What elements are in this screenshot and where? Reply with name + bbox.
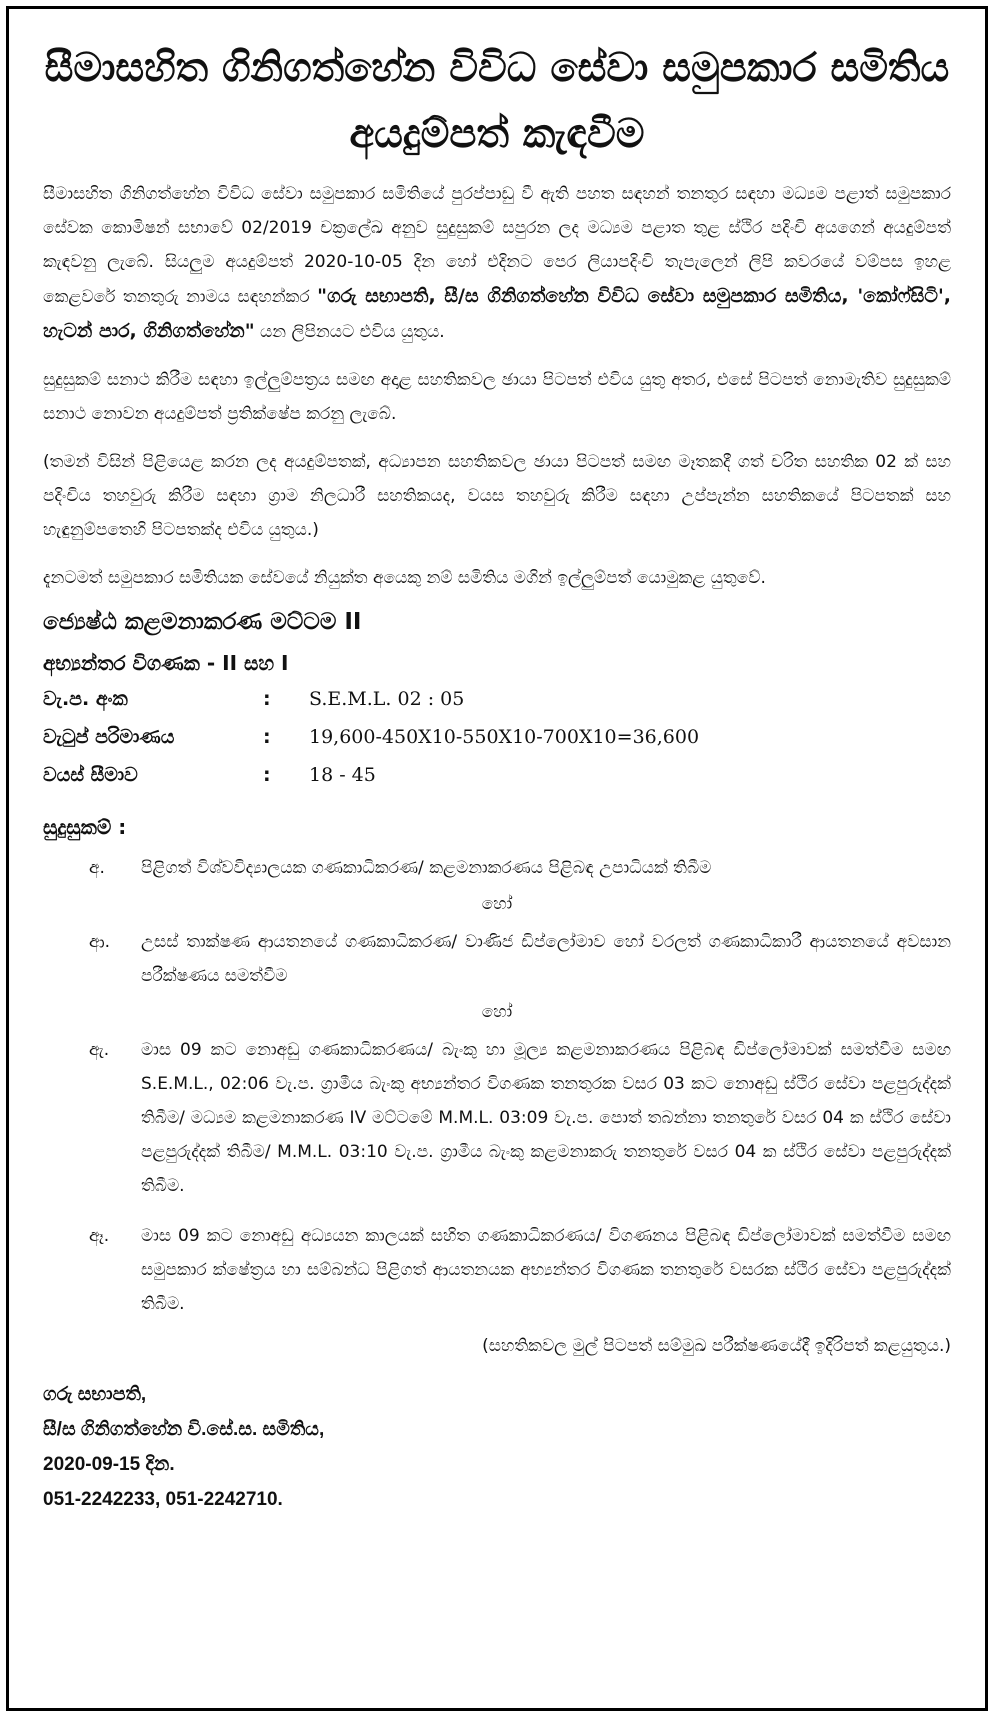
- signatory-society: සී/ස ගිනිගත්හේන වි.සේ.ස. සමිතිය,: [43, 1419, 325, 1440]
- qualifications-heading: සුදුසුකම් :: [43, 815, 127, 839]
- item-text: උසස් තාක්ෂණ ආයතනයේ ගණකාධිකරණ/ වාණිජ ඩිප්ලෝමාව හෝ වරලත් ගණකාධිකාරී ආයතනයේ අවසාන පරීක්ෂණය සමත්වීම: [141, 932, 951, 986]
- originals-note: (සහතිකවල මුල් පිටපත් සම්මුඛ පරීක්ෂණයේදී ඉදිරිපත් කළයුතුය.): [482, 1336, 951, 1356]
- employees-paragraph: දැනටමත් සමුපකාර සමිතියක සේවයේ නියුක්ත අයෙකු නම් සමිතිය මගින් ඉල්ලුම්පත් යොමුකළ යුතුවේ.: [43, 568, 766, 588]
- intro-paragraph: [43, 177, 951, 349]
- item-text: මාස 09 කට නොඅඩු අධ්‍යයන කාලයක් සහිත ගණකාධිකරණය/ විගණනය පිළිබඳ ඩිප්ලෝමාවක් සමත්වීම සමඟ සමුපකාර ක්ෂේත්‍රය හා සම්බන්ධ පිළිගත් ආයතනයක අභ්‍යන්තර විගණක තනතුරේ වසරක ස්ථිර සේවා පළපුරුද්දක් තිබීම.: [141, 1226, 951, 1314]
- field-label: වැ.ප. අංක: [43, 688, 128, 710]
- qualification-item: [43, 1219, 951, 1321]
- field-value: 18 - 45: [309, 764, 376, 786]
- field-salary-code: [43, 681, 951, 717]
- field-label: වැටුප් පරිමාණය: [43, 726, 175, 748]
- item-marker: අ.: [89, 858, 105, 878]
- advertisement-frame: [6, 6, 988, 1711]
- qualification-item: [43, 925, 951, 993]
- or-separator: හෝ: [481, 894, 513, 914]
- field-label: වයස් සීමාව: [43, 764, 138, 786]
- or-separator: හෝ: [481, 1002, 513, 1022]
- item-text: පිළිගත් විශ්වවිද්‍යාලයක ගණකාධිකරණ/ කළමනාකරණය පිළිබඳ උපාධියක් තිබීම: [141, 858, 712, 878]
- postal-address: "ගරු සභාපති, සී/ස ගිනිගත්හේන විවිධ සේවා සමුපකාර සමිතිය, 'කෝෆ්සිටි', හැටන් පාර, ගිනිගත්හේන": [43, 285, 951, 342]
- field-age-limit: [43, 757, 951, 793]
- intro-text: සීමාසහිත ගිනිගත්හේන විවිධ සේවා සමුපකාර සමිතියේ පුරප්පාඩු වී ඇති පහත සඳහන් තනතුර සඳහා මධ්‍යම පළාත් සමුපකාර සේවක කොමිෂන් සභාවේ 02/2019 චක්‍රලේඛ අනුව සුදුසුකම් සපුරන ලද මධ්‍යම පළාත තුළ ස්ථිර පදිංචි අයගෙන් අයදුම්පත් කැඳවනු ලැබේ. සියලුම අයදුම්පත් 2020-10-05 දින හෝ එදිනට පෙර ලියාපදිංචි තැපැලෙන් ලිපි කවරයේ වම්පස ඉහළ කෙළවරේ තනතුරු නාමය සඳහන්කර: [43, 184, 951, 307]
- contact-phones: 051-2242233, 051-2242710.: [43, 1489, 283, 1510]
- title-society: සීමාසහිත ගිනිගත්හේන විවිධ සේවා සමුපකාර සමිතිය: [44, 45, 950, 91]
- item-marker: ඈ.: [89, 1226, 110, 1246]
- item-marker: ආ.: [89, 932, 111, 952]
- post-level-heading: ජ්‍යෙෂ්ඨ කළමනාකරණ මට්ටම II: [43, 609, 362, 635]
- qualification-item: [43, 851, 951, 885]
- qualification-item: [43, 1033, 951, 1203]
- field-value: S.E.M.L. 02 : 05: [309, 688, 465, 710]
- signatory-title: ගරු සභාපති,: [43, 1384, 147, 1405]
- post-title-heading: අභ්‍යන්තර විගණක - II සහ I: [43, 651, 289, 675]
- certificates-paragraph: සුදුසුකම් සනාථ කිරීම සඳහා ඉල්ලුම්පත්‍රය සමඟ අදාළ සහතිකවල ඡායා පිටපත් එවිය යුතු අතර, එසේ පිටපත් නොමැතිව සුදුසුකම් සනාථ නොවන අයදුම්පත් ප්‍රතික්ෂේප කරනු ලැබේ.: [43, 370, 951, 424]
- signature-block: [43, 1377, 951, 1517]
- field-colon: :: [263, 726, 271, 748]
- signature-date: 2020-09-15 දින.: [43, 1454, 175, 1475]
- field-colon: :: [263, 764, 271, 786]
- field-value: 19,600-450X10-550X10-700X10=36,600: [309, 726, 700, 748]
- item-marker: ඇ.: [89, 1040, 110, 1060]
- title-call-for-applications: අයදුම්පත් කැඳවීම: [349, 111, 645, 157]
- documents-paragraph: (තමන් විසින් පිළියෙළ කරන ලද අයදුම්පතක්, අධ්‍යාපන සහතිකවල ඡායා පිටපත් සමඟ මෑතකදී ගත් චරිත සහතික 02 ක් සහ පදිංචිය තහවුරු කිරීම සඳහා ග්‍රාම නිලධාරී සහතිකයද, වයස තහවුරු කිරීම සඳහා උප්පැන්න සහතිකයේ පිටපතක් සහ හැඳුනුම්පතෙහි පිටපතක්ද එවිය යුතුය.): [43, 452, 951, 540]
- item-text: මාස 09 කට නොඅඩු ගණකාධිකරණය/ බැංකු හා මූල්‍ය කළමනාකරණය පිළිබඳ ඩිප්ලෝමාවක් සමත්වීම සමඟ S.E.M.L., 02:06 වැ.ප. ග්‍රාමීය බැංකු අභ්‍යන්තර විගණක තනතුරක වසර 03 කට නොඅඩු ස්ථිර සේවා පළපුරුද්දක් තිබීම/ මධ්‍යම කළමනාකරණ IV මට්ටමේ M.M.L. 03:09 වැ.ප. පොත් තබන්නා තනතුරේ වසර 04 ක ස්ථිර සේවා පළපුරුද්දක් තිබීම/ M.M.L. 03:10 වැ.ප. ග්‍රාමීය බැංකු කළමනාකරු තනතුරේ වසර 04 ක ස්ථිර සේවා පළපුරුද්දක් තිබීම.: [141, 1040, 951, 1196]
- field-salary-scale: [43, 719, 951, 755]
- intro-tail: යන ලිපිනයට එවිය යුතුය.: [254, 322, 445, 342]
- field-colon: :: [263, 688, 271, 710]
